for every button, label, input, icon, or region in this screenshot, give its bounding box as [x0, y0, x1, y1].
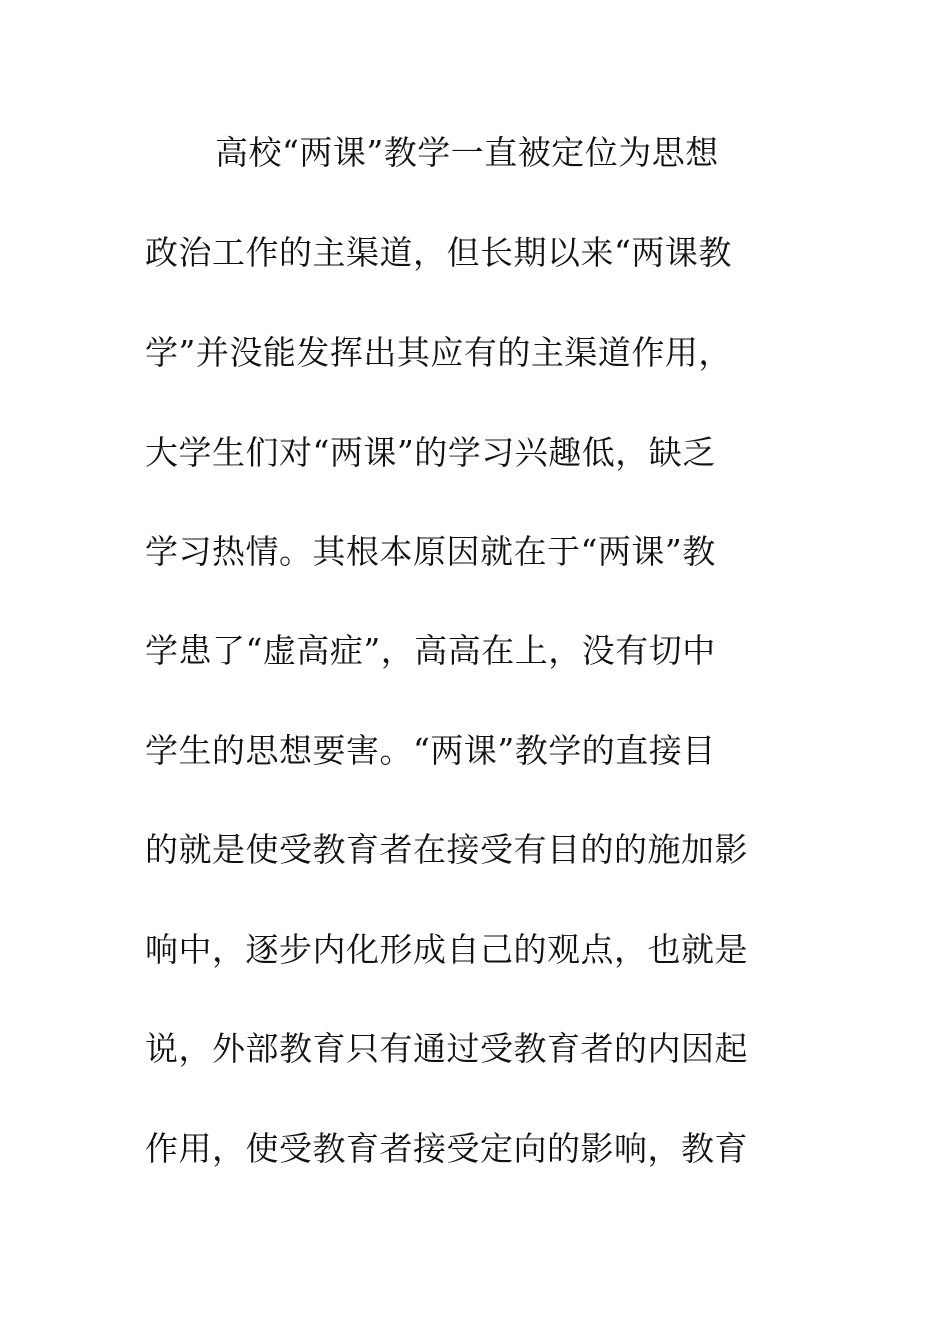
paragraph-line: 的就是使受教育者在接受有目的的施加影 [145, 830, 748, 869]
paragraph-line: 响中，逐步内化形成自己的观点，也就是 [145, 930, 748, 969]
paragraph-line: 学”并没能发挥出其应有的主渠道作用， [145, 333, 732, 372]
paragraph-line: 作用，使受教育者接受定向的影响，教育 [145, 1129, 748, 1168]
paragraph-line: 学患了“虚高症”，高高在上，没有切中 [145, 631, 716, 670]
paragraph-line: 政治工作的主渠道，但长期以来“两课教 [145, 233, 732, 272]
paragraph-line: 大学生们对“两课”的学习兴趣低，缺乏 [145, 433, 716, 472]
paragraph-line: 学生的思想要害。“两课”教学的直接目 [145, 731, 716, 770]
paragraph-line: 说，外部教育只有通过受教育者的内因起 [145, 1029, 748, 1068]
paragraph-line: 高校“两课”教学一直被定位为思想 [215, 133, 719, 172]
paragraph-line: 学习热情。其根本原因就在于“两课”教 [145, 532, 716, 571]
